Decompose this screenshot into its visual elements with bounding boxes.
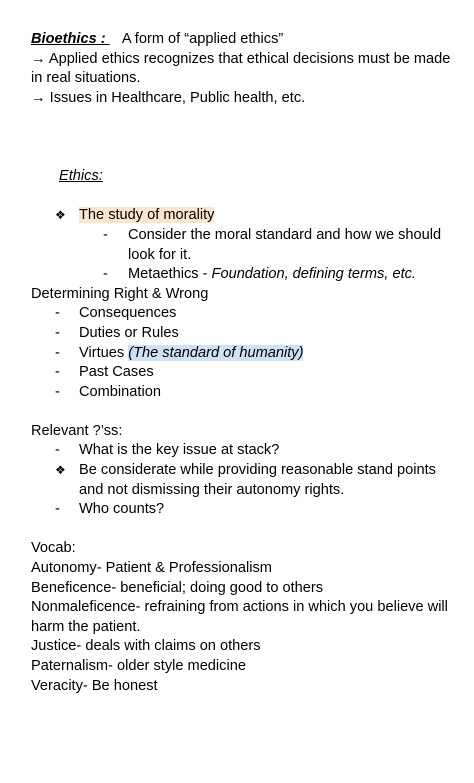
vocab-item: Autonomy- Patient & Professionalism (31, 560, 272, 577)
intro-point-2: → Issues in Healthcare, Public health, etc. (31, 89, 306, 106)
diamond-bullet-icon: ❖ (55, 208, 66, 223)
list-item: - Combination (31, 383, 451, 403)
ethics-sub-item-2: - Metaethics - Foundation, defining terms, etc. (31, 265, 451, 285)
bioethics-title: Bioethics : (31, 31, 110, 47)
intro-point-1: → Applied ethics recognizes that ethical decisions must be made in real situations. (31, 50, 451, 87)
bioethics-subtitle: A form of “applied ethics” (121, 31, 284, 47)
diamond-bullet-icon: ❖ (55, 463, 66, 478)
vocab-item: Paternalism- older style medicine (31, 658, 246, 675)
list-item: - Who counts? (31, 500, 451, 520)
list-item: - What is the key issue at stack? (31, 441, 451, 461)
study-of-morality-highlight: The study of morality (79, 207, 215, 224)
list-item: - Consequences (31, 304, 451, 324)
arrow-icon: → (31, 89, 46, 106)
document-body (31, 30, 451, 696)
dash-bullet: - (55, 305, 60, 322)
dash-bullet: - (103, 266, 108, 283)
dash-bullet: - (55, 364, 60, 381)
vocab-item: Beneficence- beneficial; doing good to others (31, 579, 324, 596)
list-item: - Duties or Rules (31, 324, 451, 344)
arrow-icon: → (31, 50, 46, 67)
right-wrong-heading: Determining Right & Wrong (31, 285, 209, 302)
dash-bullet: - (55, 324, 60, 341)
dash-bullet: - (103, 226, 108, 243)
list-item: ❖ Be considerate while providing reasonable stand points and not dismissing their autonomy rights. (31, 461, 451, 500)
vocab-item: Justice- deals with claims on others (31, 638, 261, 655)
list-item: - Past Cases (31, 363, 451, 383)
metaethics-note: Foundation, defining terms, etc. (211, 266, 416, 283)
ethics-heading: Ethics: (59, 168, 103, 185)
ethics-sub-item-1: - Consider the moral standard and how we should look for it. (31, 226, 451, 265)
vocab-heading: Vocab: (31, 540, 76, 557)
dash-bullet: - (55, 501, 60, 518)
vocab-item: Nonmaleficence- refraining from actions in which you believe will harm the patient. (31, 599, 448, 635)
dash-bullet: - (55, 344, 60, 361)
relevant-heading: Relevant ?’ss: (31, 422, 123, 439)
list-item: - Virtues (The standard of humanity) (31, 344, 451, 364)
virtues-note-highlight: (The standard of humanity) (128, 344, 304, 361)
dash-bullet: - (55, 442, 60, 459)
intro-title-line (31, 30, 451, 50)
ethics-bullet-study (31, 206, 451, 226)
dash-bullet: - (55, 383, 60, 400)
vocab-item: Veracity- Be honest (31, 677, 158, 694)
